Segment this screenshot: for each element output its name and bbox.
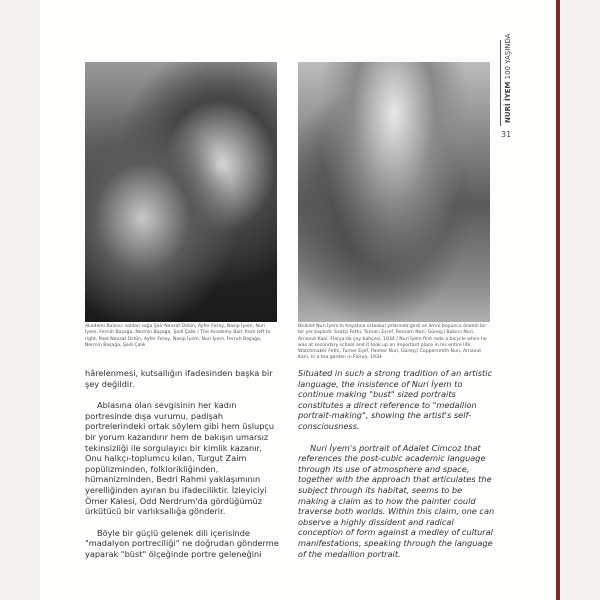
paragraph: Böyle bir güçlü gelenek dili içerisinde "madalyon portreciliği" ne doğrudan gönderme yaparak "büst" ölçeğinde portre geleneğini (85, 527, 279, 559)
turkish-text-column (85, 368, 280, 571)
left-photo-caption: Akademi Balosu: soldan sağa Şair Nevzat Üstün, Ayfer Feray, Nasip İyem, Nuri İyem, Ferruh Başağa, Nermin Başağa, Şadi Çalık / The Academy Ball: from left to right, Poet Nevzat Üstün, Ayfer Feray, Nasip İyem, Nuri İyem, Ferruh Başağa, Nermin Başağa, Şadi Çalık (85, 324, 271, 348)
paragraph: Ablasına olan sevgisinin her kadın portresinde dışa vurumu, padişah portrelerindeki ortak söylem gibi hem üslupçu bir yorum kazandırır hem de bakışın umarsız tekinsizliği ile sorgulayıcı bir kimlik kazanır. Onu halkçı-toplumcu kılan, Turgut Zaim popülizminden, folklorikliğinden, hümanizminden, Bedri Rahmi yaklaşımının yerelliğinden ayıran bu ifadeciliktir. İzleyiciyi Ömer Kalesi, Odd Nerdrum'da gördüğümüz ürkütücü bir varlıksallığa gönderir. (85, 400, 275, 517)
page-number: 31 (501, 130, 512, 139)
paragraph: Nuri İyem's portrait of Adalet Cimcoz that references the post-cubic academic language through its use of atmosphere and space, together with the approach that articulates the subject through its habitat, seems to be making a claim as to how the painter could traverse both worlds. Within this claim, one can observe a highly dissident and radical conception of form against a medley of cultural manifestations, speaking through the language of the medallion portrait. (298, 442, 495, 559)
academy-ball-photo (85, 62, 277, 322)
english-text-column (298, 368, 495, 570)
paragraph: hârelenmesi, kutsallığın ifadesinden başka bir şey değildir. (85, 368, 273, 389)
right-photo-caption: Bisiklet Nuri İyem'in hayatına ortaokul yıllarında girdi ve ömrü boyunca önemli bir bir yer kapladı: Saatçi Fethi, Tornacı Eşref, Ressam Nuri, Güreşçi Bakırcı Nuri, Arnavut Kani. Florya'da çay bahçesi, 1934 / Nuri İyem first rode a bicycle when he was at secondary school and it took up an important place in his entire life: Watchmaker Fethi, Turner Eşef, Painter Nuri, Güreşçi Coppersmith Nuri, Arnavut Kani. In a tea garden in Florya, 1934 (298, 324, 487, 361)
running-head-title: NURİ İYEM (504, 81, 512, 123)
bicycle-photo (298, 62, 490, 322)
paragraph: Situated in such a strong tradition of an artistic language, the insistence of Nuri İyem to continue making "bust" sized portraits constitutes a direct reference to "medallion portrait-making", showing the artist's self-consciousness. (298, 368, 492, 431)
running-head-subtitle: 100 YAŞINDA (504, 33, 512, 80)
running-head (500, 33, 513, 126)
